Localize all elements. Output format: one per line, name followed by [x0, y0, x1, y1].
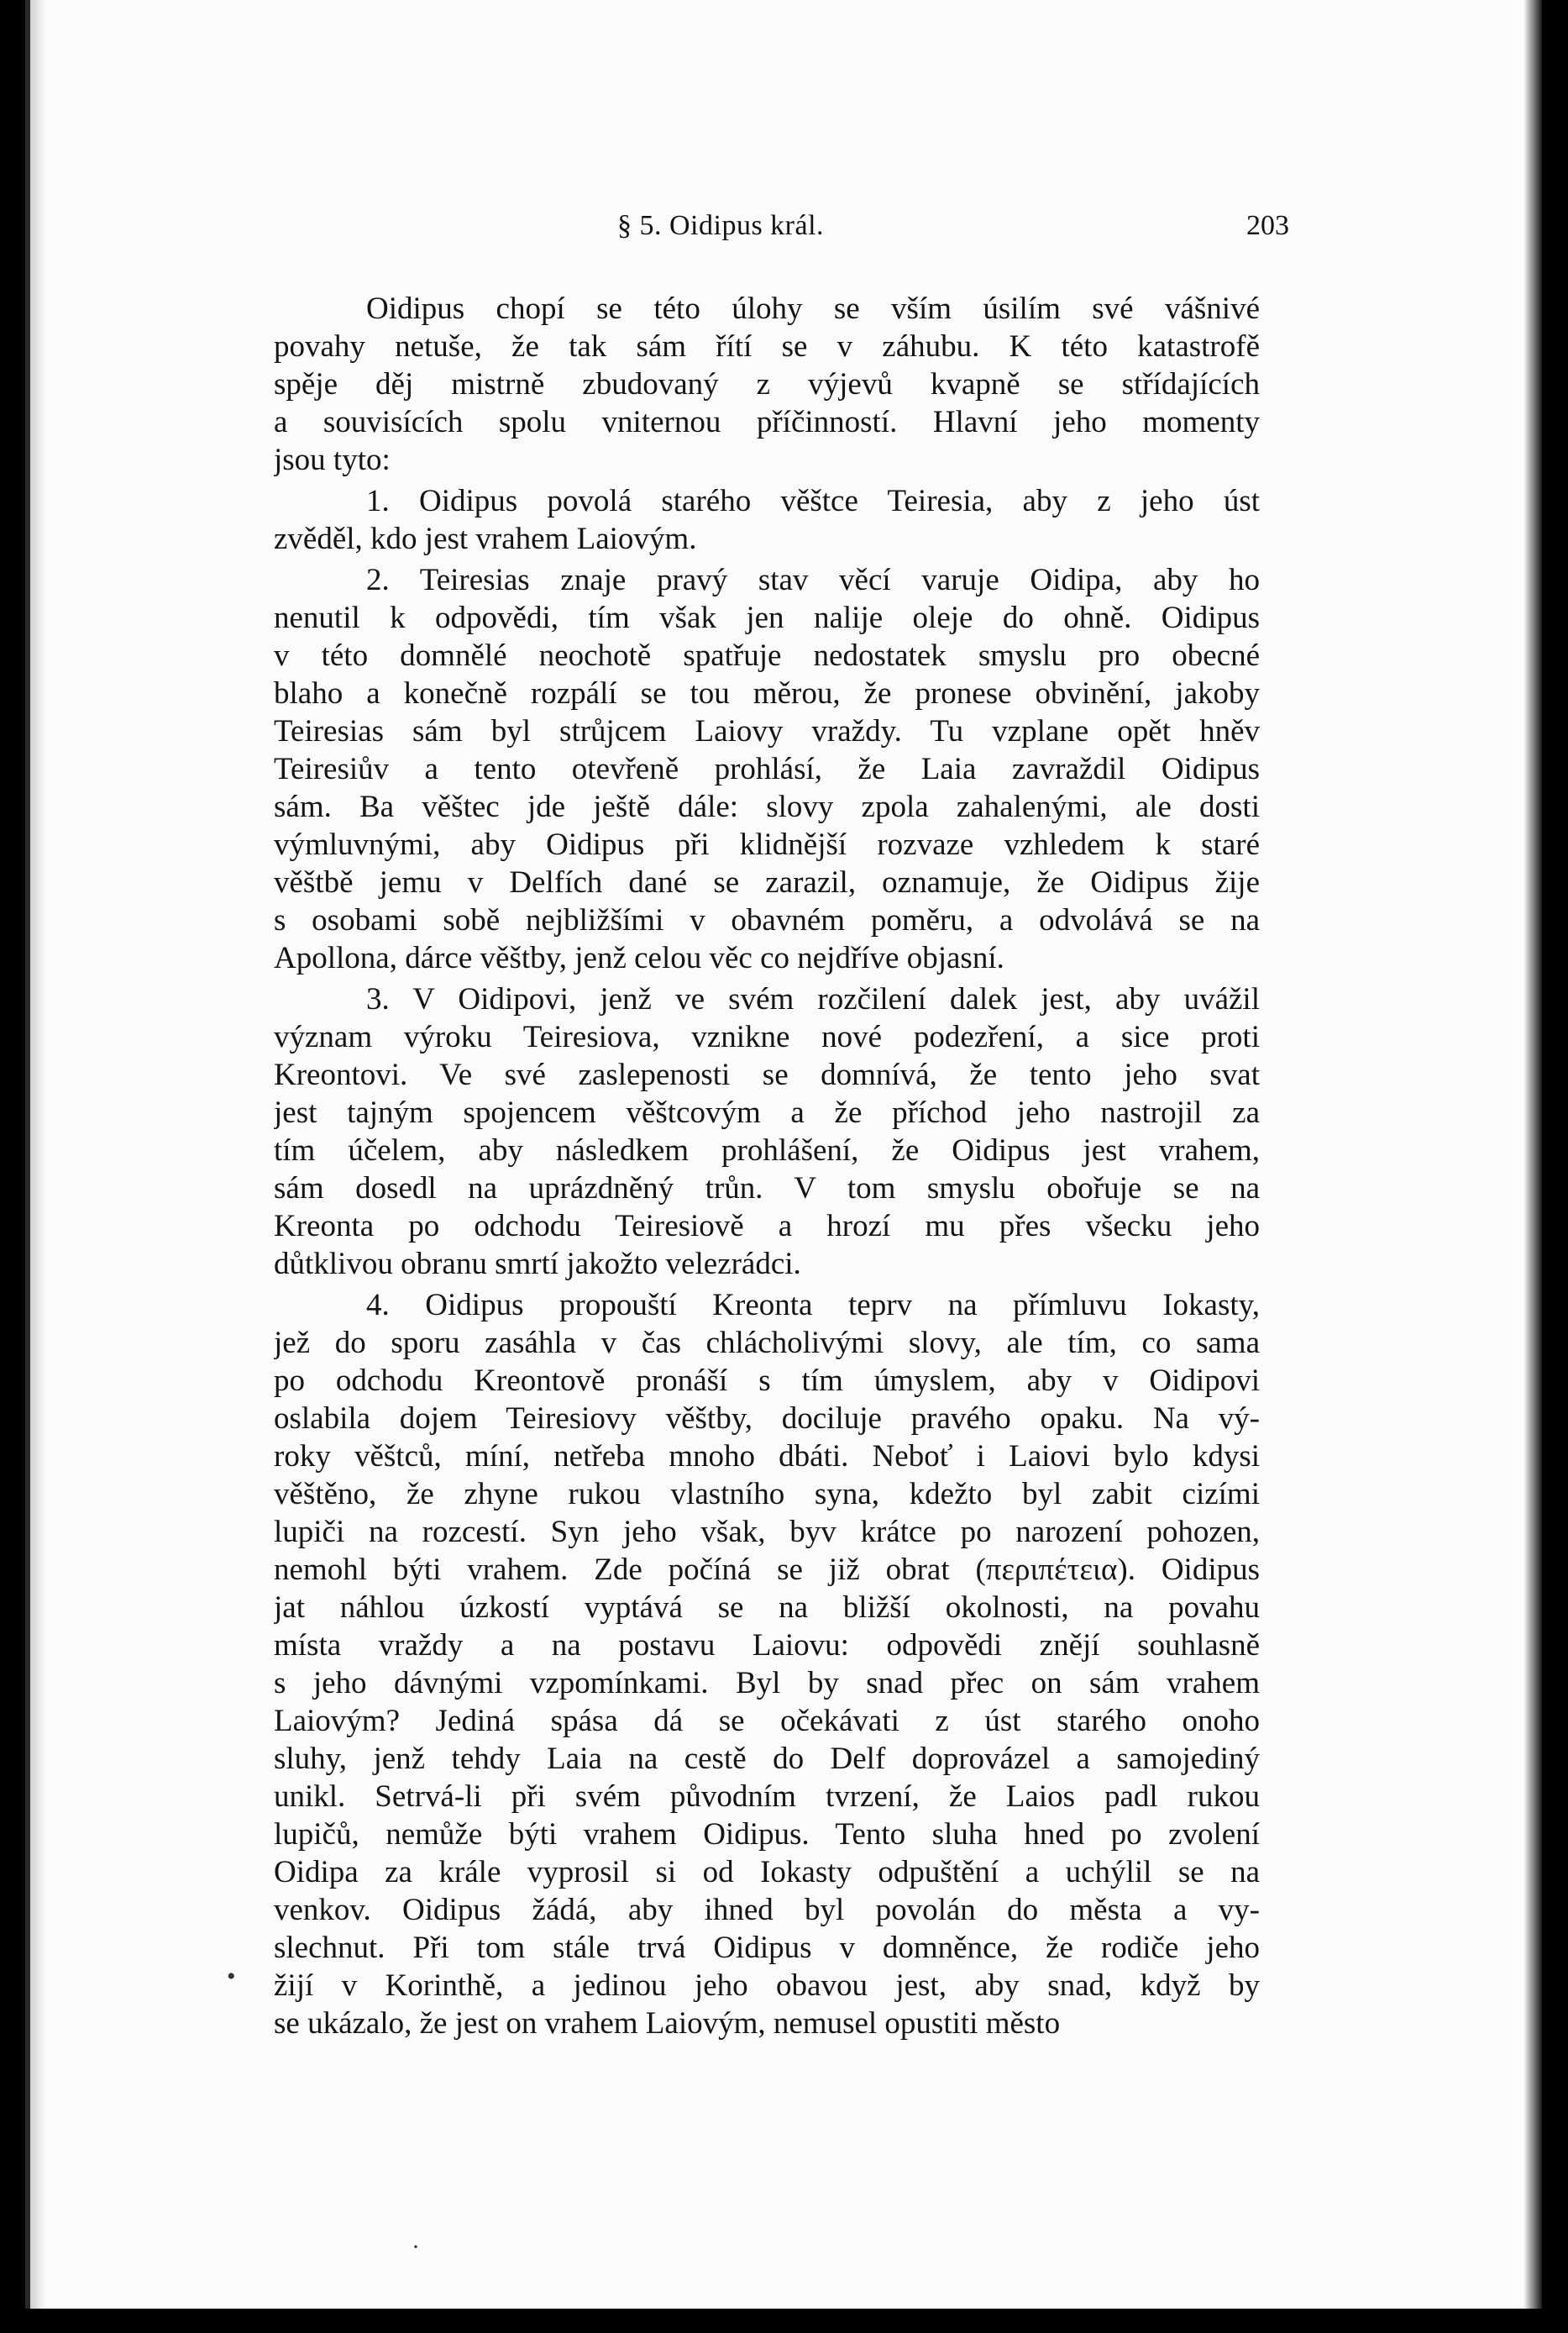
text-line: blaho a konečně rozpálí se tou měrou, že pronese obvinění, jakoby [274, 676, 1260, 711]
text-line: Laiovým? Jediná spása dá se očekávati z úst starého onoho [274, 1704, 1260, 1738]
text-line: v této domnělé neochotě spatřuje nedostatek smyslu pro obecné [274, 638, 1260, 673]
text-line: Kreontovi. Ve své zaslepenosti se domnívá, že tento jeho svat [274, 1058, 1260, 1092]
text-line: 2. Teiresias znaje pravý stav věcí varuje Oidipa, aby ho [366, 563, 1260, 597]
text-line: lupičů, nemůže býti vrahem Oidipus. Tento sluha hned po zvolení [274, 1817, 1260, 1852]
text-line: roky věštců, míní, netřeba mnoho dbáti. Neboť i Laiovi bylo kdysi [274, 1439, 1260, 1474]
body-text [274, 290, 1260, 2046]
text-line: sluhy, jenž tehdy Laia na cestě do Delf doprovázel a samojediný [274, 1742, 1260, 1776]
text-line: se ukázalo, že jest on vrahem Laiovým, nemusel opustiti město [274, 2006, 1061, 2041]
text-line: 4. Oidipus propouští Kreonta teprv na přímluvu Iokasty, [366, 1288, 1260, 1322]
text-line: místa vraždy a na postavu Laiovu: odpovědi znějí souhlasně [274, 1628, 1260, 1663]
text-line: 3. V Oidipovi, jenž ve svém rozčilení dalek jest, aby uvážil [366, 982, 1260, 1017]
text-line: význam výroku Teiresiova, vznikne nové podezření, a sice proti [274, 1020, 1260, 1054]
text-line: jest tajným spojencem věštcovým a že příchod jeho nastrojil za [274, 1096, 1260, 1130]
text-line: sám dosedl na uprázdněný trůn. V tom smyslu obořuje se na [274, 1171, 1260, 1206]
paragraph [274, 1286, 1260, 2042]
text-line: nenutil k odpovědi, tím však jen nalije oleje do ohně. Oidipus [274, 601, 1260, 635]
text-line: věštěno, že zhyne rukou vlastního syna, kdežto byl zabit cizími [274, 1477, 1260, 1511]
text-line: nemohl býti vrahem. Zde počíná se již obrat (περιπέτεια). Oidipus [274, 1553, 1260, 1587]
text-line: Teiresias sám byl strůjcem Laiovy vraždy. Tu vzplane opět hněv [274, 714, 1260, 749]
running-header [617, 210, 1289, 252]
text-line: spěje děj mistrně zbudovaný z výjevů kvapně se střídajících [274, 367, 1260, 402]
text-line: jat náhlou úzkostí vyptává se na bližší okolnosti, na povahu [274, 1590, 1260, 1625]
text-line: věštbě jemu v Delfích dané se zarazil, oznamuje, že Oidipus žije [274, 865, 1260, 900]
text-line: Teiresiův a tento otevřeně prohlásí, že Laia zavraždil Oidipus [274, 752, 1260, 786]
running-title: § 5. Oidipus král. [617, 210, 825, 241]
paragraph [274, 482, 1260, 558]
text-line: slechnut. Při tom stále trvá Oidipus v domněnce, že rodiče jeho [274, 1931, 1260, 1965]
text-line: sám. Ba věštec jde ještě dále: slovy zpola zahalenými, ale dosti [274, 790, 1260, 824]
text-line: tím účelem, aby následkem prohlášení, že Oidipus jest vrahem, [274, 1133, 1260, 1168]
text-line: důtklivou obranu smrtí jakožto velezrádci. [274, 1247, 801, 1281]
text-line: výmluvnými, aby Oidipus při klidnější rozvaze vzhledem k staré [274, 828, 1260, 862]
paragraph [274, 980, 1260, 1283]
page-edge [1523, 0, 1542, 2309]
text-line: Kreonta po odchodu Teiresiově a hrozí mu přes všecku jeho [274, 1209, 1260, 1243]
text-line: zvěděl, kdo jest vrahem Laiovým. [274, 522, 697, 556]
text-line: Oidipa za krále vyprosil si od Iokasty odpuštění a uchýlil se na [274, 1855, 1260, 1889]
paragraph [274, 290, 1260, 479]
text-line: venkov. Oidipus žádá, aby ihned byl povolán do města a vy- [274, 1893, 1260, 1927]
paragraph [274, 561, 1260, 977]
text-line: s jeho dávnými vzpomínkami. Byl by snad přec on sám vrahem [274, 1666, 1260, 1700]
text-line: unikl. Setrvá-li při svém původním tvrzení, že Laios padl rukou [274, 1779, 1260, 1814]
text-line: povahy netuše, že tak sám řítí se v záhubu. K této katastrofě [274, 329, 1260, 364]
margin-mark: · [412, 2233, 420, 2261]
text-line: a souvisících spolu vniternou příčinností. Hlavní jeho momenty [274, 405, 1260, 439]
margin-mark: • [227, 1963, 236, 1990]
text-line: oslabila dojem Teiresiovy věštby, dociluje pravého opaku. Na vý- [274, 1401, 1260, 1436]
text-line: žijí v Korinthě, a jedinou jeho obavou jest, aby snad, když by [274, 1968, 1260, 2003]
text-line: jež do sporu zasáhla v čas chlácholivými slovy, ale tím, co sama [274, 1326, 1260, 1360]
text-line: Apollona, dárce věštby, jenž celou věc co nejdříve objasní. [274, 941, 1004, 975]
text-line: jsou tyto: [274, 443, 391, 477]
text-line: lupiči na rozcestí. Syn jeho však, byv krátce po narození pohozen, [274, 1515, 1260, 1549]
page-number: 203 [1246, 210, 1289, 241]
binding-shadow [30, 0, 45, 2309]
text-line: po odchodu Kreontově pronáší s tím úmyslem, aby v Oidipovi [274, 1364, 1260, 1398]
text-line: Oidipus chopí se této úlohy se vším úsilím své vášnivé [366, 292, 1260, 326]
text-line: 1. Oidipus povolá starého věštce Teiresia, aby z jeho úst [366, 484, 1260, 518]
text-line: s osobami sobě nejbližšími v obavném poměru, a odvolává se na [274, 903, 1260, 938]
